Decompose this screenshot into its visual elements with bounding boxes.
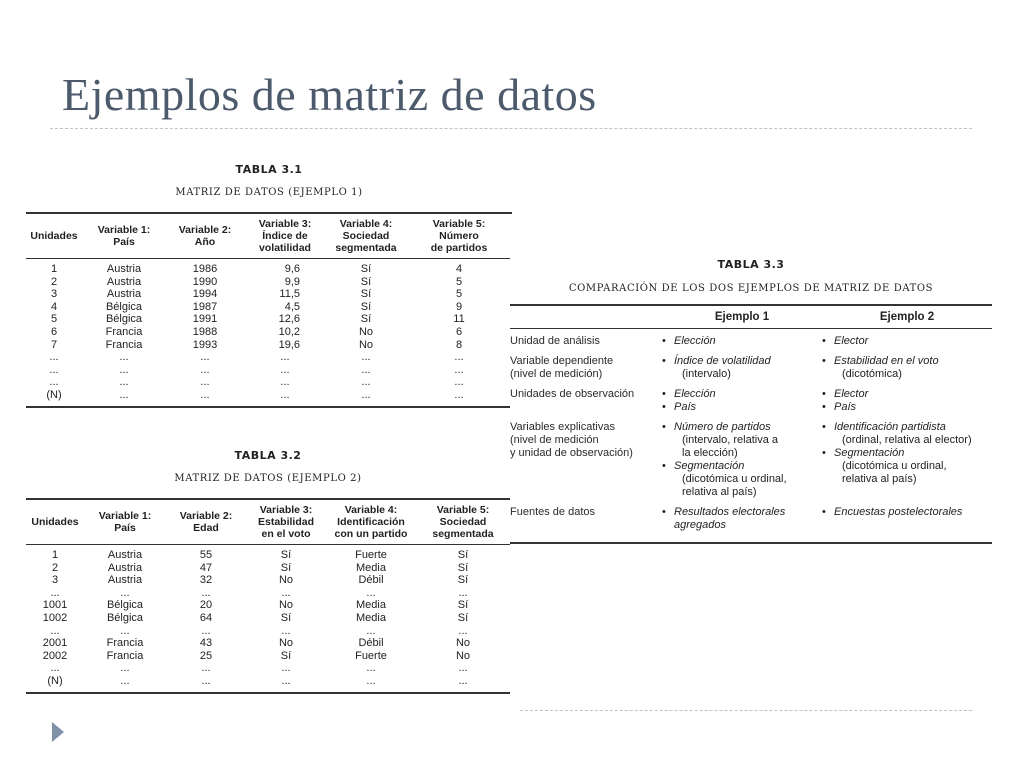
table-cell: ...: [246, 675, 326, 693]
table-cell: Francia: [106, 637, 144, 650]
table-3-1-number: TABLA 3.1: [235, 163, 303, 176]
table-cell: 2: [50, 275, 58, 288]
table-cell: 6: [455, 325, 463, 338]
table-cell: Bélgica: [105, 300, 143, 313]
row-label: Unidad de análisis: [510, 335, 600, 347]
example-cell: [822, 355, 992, 388]
table-cell: ...: [361, 376, 371, 389]
table-cell: ...: [119, 363, 129, 376]
table-cell: Austria: [106, 275, 142, 288]
column-header: Unidades: [26, 499, 84, 545]
table-cell: Sí: [360, 275, 372, 288]
table-cell: Sí: [457, 611, 469, 624]
table-cell: 1002: [42, 611, 68, 624]
table-row: [26, 587, 510, 600]
example-cell: [662, 421, 822, 506]
table-3-1-caption: MATRIZ DE DATOS (EJEMPLO 1): [175, 187, 363, 198]
table-cell: 3: [51, 574, 59, 587]
table-cell: ...: [50, 624, 60, 637]
bullet-item: • Resultados electorales agregados: [662, 506, 820, 532]
table-cell: ...: [458, 662, 468, 675]
table-3-3-header-row: [510, 305, 992, 329]
table-row: [26, 313, 512, 326]
table-cell: Bélgica: [106, 611, 144, 624]
table-row: [26, 612, 510, 625]
table-cell: Austria: [106, 263, 142, 275]
table-row: [26, 301, 512, 314]
table-cell: 32: [199, 574, 213, 587]
bullet-subtext: (intervalo): [682, 368, 731, 380]
bullet-item: • Elector: [822, 335, 990, 348]
table-cell: Sí: [360, 263, 372, 275]
footer-divider: [520, 710, 972, 711]
table-3-2-header-row: [26, 499, 510, 545]
table-cell: 20: [199, 599, 213, 612]
example-cell: [662, 329, 822, 356]
table-3-2-number: TABLA 3.2: [234, 449, 302, 462]
bullet-item: • Estabilidad en el voto: [822, 355, 990, 368]
table-cell: ...: [119, 351, 129, 364]
table-cell: Sí: [457, 561, 469, 574]
table-cell: 2001: [42, 637, 68, 650]
table-cell: ...: [454, 351, 464, 364]
table-cell: 1001: [42, 599, 68, 612]
table-cell: 1: [51, 549, 59, 561]
table-cell: ...: [280, 376, 290, 389]
table-row: [510, 421, 992, 506]
bullet-item: • Elector: [822, 388, 990, 401]
table-cell: 47: [199, 561, 213, 574]
table-cell: ...: [361, 363, 371, 376]
table-cell: No: [358, 338, 374, 351]
row-label: Unidades de observación: [510, 388, 635, 400]
table-cell: 5: [455, 275, 463, 288]
table-row: [510, 329, 992, 356]
table-row: [26, 259, 512, 276]
table-cell: ...: [200, 363, 210, 376]
table-3-2-grid: [26, 498, 510, 694]
table-cell: No: [278, 599, 294, 612]
table-cell: Fuerte: [355, 649, 387, 662]
table-cell: 5: [455, 288, 463, 301]
table-cell: ...: [454, 363, 464, 376]
column-header: Unidades: [26, 213, 82, 259]
example-cell: [822, 421, 992, 506]
table-cell: ...: [280, 363, 290, 376]
table-cell: ...: [49, 351, 59, 364]
table-row: [26, 545, 510, 562]
table-cell: ...: [120, 586, 130, 599]
table-row: [26, 351, 512, 364]
table-cell: 2002: [42, 649, 68, 662]
table-cell: 12,6: [278, 313, 300, 326]
column-header: Variable 1: País: [84, 499, 166, 545]
bullet-subtext: (dicotómica u ordinal, relativa al país): [842, 460, 947, 485]
table-row: [510, 506, 992, 543]
table-cell: Sí: [280, 611, 292, 624]
table-cell: 9,6: [284, 263, 300, 275]
table-3-2: [26, 449, 510, 694]
table-row: [26, 574, 510, 587]
table-row: [26, 276, 512, 289]
bullet-subtext: (dicotómica u ordinal, relativa al país): [682, 473, 787, 498]
column-header: Ejemplo 1: [662, 305, 822, 329]
table-cell: 4: [50, 300, 58, 313]
table-cell: No: [278, 637, 294, 650]
column-header: Variable 2: Año: [166, 213, 244, 259]
table-cell: No: [455, 649, 471, 662]
row-label: Variable dependiente (nivel de medición): [510, 355, 614, 380]
example-cell: [662, 506, 822, 543]
column-header: Variable 5: Sociedad segmentada: [416, 499, 510, 545]
table-cell: ...: [84, 675, 166, 693]
table-cell: Débil: [358, 637, 384, 650]
bullet-item: • Segmentación: [662, 460, 820, 473]
table-cell: ...: [361, 351, 371, 364]
slide-title: Ejemplos de matriz de datos: [62, 69, 597, 120]
table-cell: 8: [455, 338, 463, 351]
table-cell: Francia: [105, 325, 143, 338]
table-row: [26, 326, 512, 339]
table-cell: No: [358, 325, 374, 338]
table-cell: 1986: [192, 263, 218, 275]
table-cell: ...: [416, 675, 510, 693]
table-cell: ...: [244, 389, 326, 407]
table-cell: ...: [280, 351, 290, 364]
table-cell: ...: [49, 363, 59, 376]
bullet-subtext: (dicotómica): [842, 368, 902, 380]
table-cell: ...: [326, 389, 406, 407]
table-cell: 2: [51, 561, 59, 574]
table-cell: ...: [406, 389, 512, 407]
table-cell: Sí: [457, 599, 469, 612]
table-row: [26, 650, 510, 663]
table-3-2-body: [26, 545, 510, 693]
table-row: [510, 388, 992, 421]
table-3-3-caption: COMPARACIÓN DE LOS DOS EJEMPLOS DE MATRIZ DE DATOS: [568, 283, 934, 294]
table-cell: ...: [454, 376, 464, 389]
table-cell: Sí: [457, 574, 469, 587]
table-cell: ...: [458, 624, 468, 637]
example-cell: [822, 506, 992, 543]
table-3-3-number: TABLA 3.3: [717, 258, 785, 271]
bullet-subtext: (intervalo, relativa a la elección): [682, 434, 778, 459]
table-cell: 64: [199, 611, 213, 624]
table-row: [510, 355, 992, 388]
table-cell: ...: [166, 389, 244, 407]
table-cell: 9,9: [284, 275, 300, 288]
table-cell: (N): [26, 389, 82, 407]
table-cell: Sí: [280, 549, 292, 561]
table-cell: Media: [356, 561, 386, 574]
table-cell: ...: [458, 586, 468, 599]
table-cell: Sí: [360, 300, 372, 313]
table-cell: ...: [166, 675, 246, 693]
example-cell: [662, 355, 822, 388]
table-cell: Sí: [457, 549, 469, 561]
table-cell: 11: [453, 313, 465, 326]
table-cell: Sí: [280, 649, 292, 662]
title-divider: [50, 128, 972, 129]
table-cell: 1994: [192, 288, 218, 301]
bullet-item: • Identificación partidista: [822, 421, 990, 434]
table-cell: 1990: [192, 275, 218, 288]
table-row: [26, 637, 510, 650]
bullet-item: • País: [662, 401, 820, 414]
table-cell: Sí: [280, 561, 292, 574]
table-3-1-body: [26, 259, 512, 407]
bullet-item: • País: [822, 401, 990, 414]
column-header: Variable 5: Número de partidos: [406, 213, 512, 259]
bullet-item: • Encuestas postelectorales: [822, 506, 990, 519]
table-cell: 11,5: [279, 288, 300, 301]
table-cell: Austria: [106, 288, 142, 301]
table-cell: ...: [201, 624, 211, 637]
table-cell: No: [278, 574, 294, 587]
table-cell: ...: [201, 586, 211, 599]
bullet-item: • Índice de volatilidad: [662, 355, 820, 368]
table-cell: 43: [199, 637, 213, 650]
table-cell: Bélgica: [106, 599, 144, 612]
table-cell: ...: [120, 624, 130, 637]
table-cell: Sí: [360, 313, 372, 326]
table-3-3-body: [510, 329, 992, 544]
table-row: [26, 339, 512, 352]
table-cell: 1991: [192, 313, 218, 326]
column-header: Variable 4: Sociedad segmentada: [326, 213, 406, 259]
example-cell: [822, 329, 992, 356]
table-cell: ...: [326, 675, 416, 693]
table-row: [26, 364, 512, 377]
table-cell: ...: [281, 586, 291, 599]
table-3-1: [26, 163, 512, 408]
row-label: Fuentes de datos: [510, 506, 662, 543]
table-row: [26, 562, 510, 575]
table-cell: ...: [49, 376, 59, 389]
table-cell: Francia: [106, 649, 144, 662]
table-row: [26, 662, 510, 675]
table-cell: ...: [50, 586, 60, 599]
table-3-3-grid: [510, 304, 992, 544]
column-header: Ejemplo 2: [822, 305, 992, 329]
play-arrow-icon: [52, 722, 64, 742]
table-cell: ...: [366, 586, 376, 599]
table-3-3: [510, 258, 992, 544]
table-cell: 5: [50, 313, 58, 326]
table-cell: 9: [455, 300, 463, 313]
table-cell: 3: [50, 288, 58, 301]
table-cell: Austria: [107, 574, 143, 587]
table-cell: No: [455, 637, 471, 650]
table-3-1-header-row: [26, 213, 512, 259]
table-row: [26, 288, 512, 301]
table-cell: ...: [200, 376, 210, 389]
table-cell: Sí: [360, 288, 372, 301]
table-3-1-grid: [26, 212, 512, 408]
table-cell: Media: [356, 599, 386, 612]
table-row: [26, 389, 512, 407]
column-header: Variable 3: Índice de volatilidad: [244, 213, 326, 259]
table-cell: Media: [356, 611, 386, 624]
column-header: Variable 1: País: [82, 213, 166, 259]
table-cell: 10,2: [278, 325, 300, 338]
table-cell: ...: [82, 389, 166, 407]
column-header: [510, 305, 662, 329]
column-header: Variable 4: Identificación con un partido: [326, 499, 416, 545]
table-cell: Austria: [107, 561, 143, 574]
table-cell: Fuerte: [355, 549, 387, 561]
table-cell: 55: [199, 549, 213, 561]
bullet-item: • Número de partidos: [662, 421, 820, 434]
table-row: [26, 376, 512, 389]
table-cell: 1: [50, 263, 58, 275]
table-cell: ...: [120, 662, 130, 675]
table-cell: ...: [366, 662, 376, 675]
table-cell: (N): [26, 675, 84, 693]
table-row: [26, 675, 510, 693]
bullet-item: • Segmentación: [822, 447, 990, 460]
table-cell: 7: [50, 338, 58, 351]
bullet-item: • Elección: [662, 388, 820, 401]
bullet-subtext: (ordinal, relativa al elector): [842, 434, 972, 446]
table-cell: Débil: [358, 574, 384, 587]
table-cell: 1993: [192, 338, 218, 351]
table-cell: 6: [50, 325, 58, 338]
table-cell: ...: [200, 351, 210, 364]
table-cell: 1987: [192, 300, 218, 313]
column-header: Variable 3: Estabilidad en el voto: [246, 499, 326, 545]
table-row: [26, 599, 510, 612]
table-cell: ...: [119, 376, 129, 389]
table-cell: ...: [366, 624, 376, 637]
row-label: Variables explicativas (nivel de medición y unidad de observación): [510, 421, 633, 459]
table-cell: 4: [455, 263, 463, 275]
table-3-2-caption: MATRIZ DE DATOS (EJEMPLO 2): [174, 473, 362, 484]
table-cell: ...: [281, 662, 291, 675]
table-cell: 4,5: [284, 300, 300, 313]
table-cell: 25: [199, 649, 213, 662]
bullet-item: • Elección: [662, 335, 820, 348]
table-cell: ...: [281, 624, 291, 637]
table-cell: Francia: [105, 338, 143, 351]
table-cell: Bélgica: [105, 313, 143, 326]
table-cell: ...: [201, 662, 211, 675]
table-cell: ...: [50, 662, 60, 675]
example-cell: [662, 388, 822, 421]
table-cell: 1988: [192, 325, 218, 338]
column-header: Variable 2: Edad: [166, 499, 246, 545]
table-cell: Austria: [107, 549, 143, 561]
table-row: [26, 625, 510, 638]
table-cell: 19,6: [278, 338, 300, 351]
example-cell: [822, 388, 992, 421]
